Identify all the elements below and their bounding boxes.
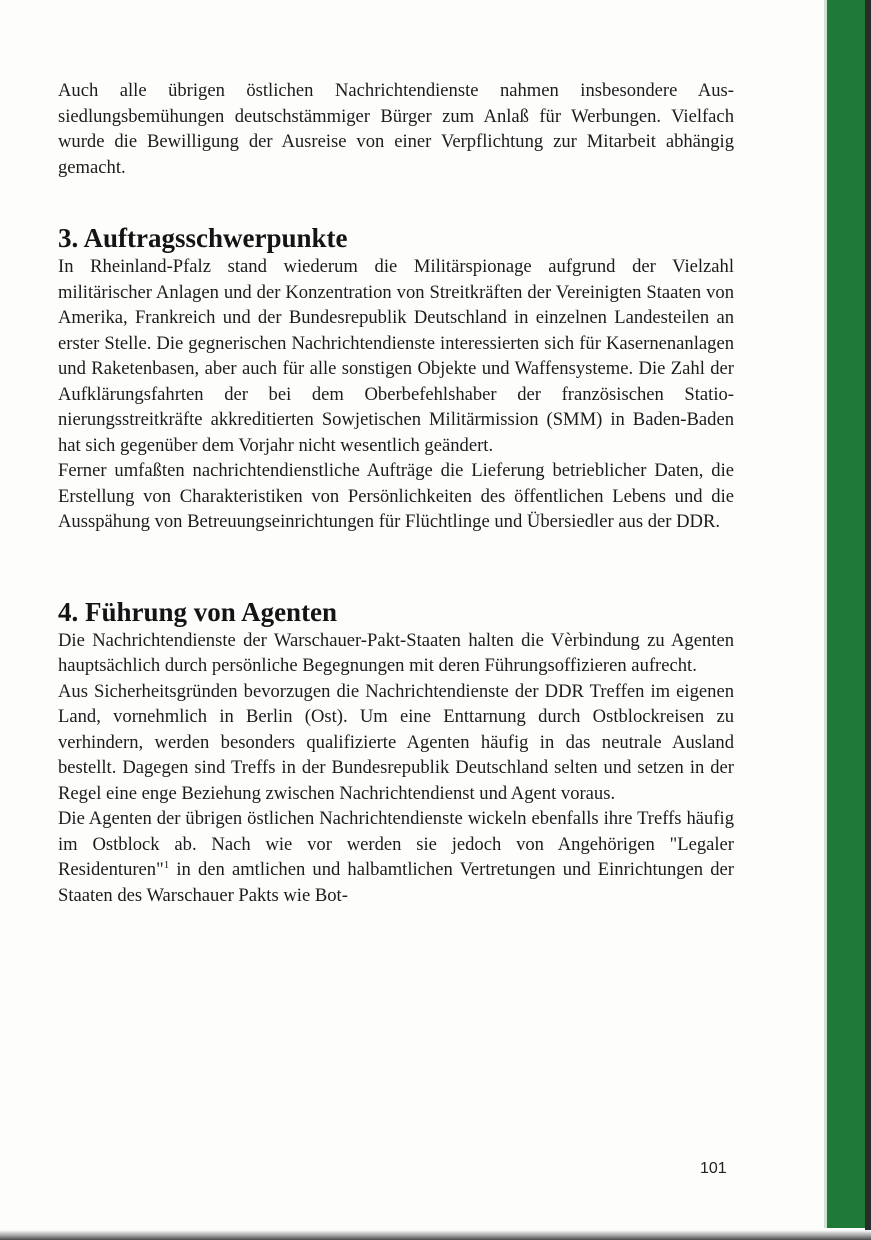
heading-auftragsschwerpunkte: 3. Auftragsschwerpunkte bbox=[58, 223, 348, 253]
paragraph-militaerspionage: In Rheinland-Pfalz stand wiederum die Militärspionage aufgrund der Vielzahl militärischer Anlagen und der Konzentration von Streitkräften der Vereinigten Staaten von Amerika, Frankreich und der Bundesrepublik Deutschland in einzelnen Landesteilen an erster Stelle. Die gegnerischen Nachrichtendienste interessierten sich für Kasernenanlagen und Raketenbasen, aber auch für alle sonstigen Objekte und Waffensysteme. Die Zahl der Aufklärungsfahrten der bei dem Oberbefehlshaber der französischen Stationierungsstreitkräfte akkreditierten Sowjetischen Militärmission (SMM) in Baden-Baden hat sich gegenüber dem Vorjahr nicht wesentlich geändert. bbox=[58, 256, 734, 456]
page-content bbox=[58, 78, 734, 908]
paragraph-verbindung: Die Nachrichtendienste der Warschauer-Pakt-Staaten halten die Vèrbindung zu Agenten hauptsächlich durch persönliche Begegnungen mit deren Führungsoffizieren aufrecht. bbox=[58, 629, 734, 676]
page-bottom-edge bbox=[0, 1230, 871, 1240]
green-tab-strip bbox=[827, 0, 865, 1228]
paragraph-ausreise: Auch alle übrigen östlichen Nachrichtendienste nahmen insbesondere Aussiedlungsbemühungen deutschstämmiger Bürger zum Anlaß für Werbungen. Vielfach wurde die Bewilligung der Ausreise von einer Verpflichtung zur Mitarbeit abhängig gemacht. bbox=[58, 80, 734, 178]
heading-fuehrung-von-agenten: 4. Führung von Agenten bbox=[58, 596, 338, 627]
paragraph-auftraege: Ferner umfaßten nachrichtendienstliche Aufträge die Lieferung betrieblicher Daten, die Erstellung von Charakteristiken von Persönlichkeiten des öffentlichen Lebens und die Ausspähung von Betreuungseinrichtungen für Flüchtlinge und Übersiedler aus der DDR. bbox=[58, 460, 734, 532]
page-number: 101 bbox=[700, 1160, 727, 1177]
paragraph-treffs-part-1: Die Agenten der übrigen östlichen Nachrichtendienste wickeln ebenfalls ihre Treffs häufig im Ostblock ab. Nach wie vor werden sie jedoch von Angehörigen "Legaler Residenturen" bbox=[58, 808, 734, 880]
paragraph-sicherheitsgruende: Aus Sicherheitsgründen bevorzugen die Nachrichtendienste der DDR Treffen im eigenen Land, vornehmlich in Berlin (Ost). Um eine Enttarnung durch Ostblockreisen zu verhindern, werden besonders qualifizierte Agenten häufig in das neutrale Ausland bestellt. Dagegen sind Treffs in der Bundesrepublik Deutschland selten und setzen in der Regel eine enge Beziehung zwischen Nachrichtendienst und Agent voraus. bbox=[58, 680, 734, 804]
footnote-marker: 1 bbox=[163, 858, 170, 871]
page-right-edge bbox=[865, 0, 871, 1240]
paragraph-treffs-part-2: in den amtlichen und halbamtlichen Vertretungen und Einrichtungen der Staaten des Warschauer Pakts wie Bot- bbox=[58, 859, 734, 906]
paragraph-treffs bbox=[58, 806, 734, 908]
